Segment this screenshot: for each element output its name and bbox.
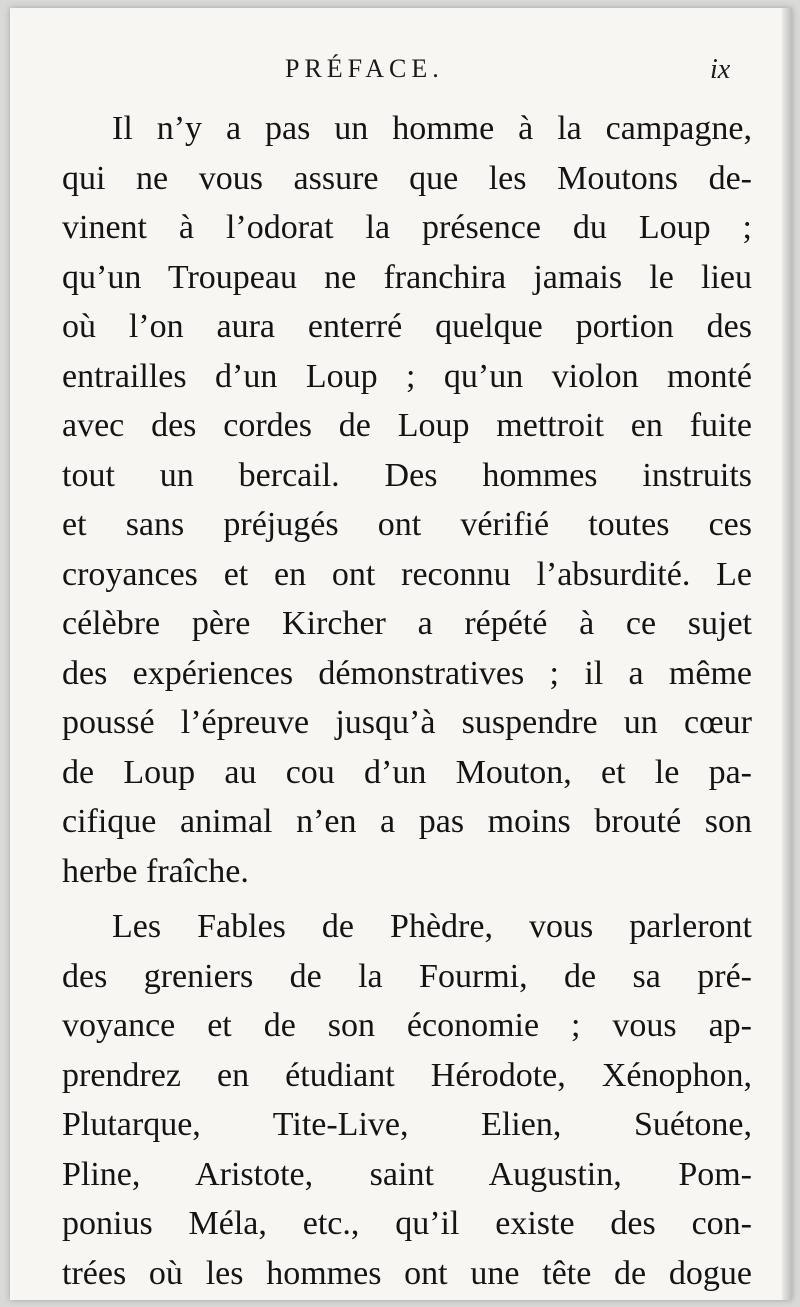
text-line: célèbre père Kircher a répété à ce sujet [62,605,752,642]
text-line: prendrez en étudiant Hérodote, Xénophon, [62,1056,752,1094]
running-title: PRÉFACE. [285,54,444,83]
text-line: voyance et de son économie ; vous ap- [62,1007,752,1044]
text-line: avec des cordes de Loup mettroit en fuite [62,407,752,444]
text-line: où l’on aura enterré quelque portion des [62,308,752,345]
paragraph [62,104,752,896]
text-line: Les Fables de Phèdre, vous parleront [112,908,752,945]
page-edge [782,8,792,1300]
text-line: croyances et en ont reconnu l’absurdité. Le [62,555,752,593]
text-line: des expériences démonstratives ; il a même [62,654,752,692]
text-line: entrailles d’un Loup ; qu’un violon monté [62,357,752,395]
text-line: Plutarque, Tite-Live, Elien, Suétone, [62,1106,752,1143]
text-line: herbe fraîche. [62,852,249,890]
text-line: cifique animal n’en a pas moins brouté son [62,803,752,840]
text-line: Pline, Aristote, saint Augustin, Pom- [62,1155,752,1193]
text-line: vinent à l’odorat la présence du Loup ; [62,209,752,246]
text-line: ponius Méla, etc., qu’il existe des con- [62,1205,752,1242]
text-line: de Loup au cou d’un Mouton, et le pa- [62,753,752,791]
text-line: trées où les hommes ont une tête de dogue [62,1254,752,1292]
text-line: qu’un Troupeau ne franchira jamais le lieu [62,258,752,296]
text-line: des greniers de la Fourmi, de sa pré- [62,957,752,995]
text-line: qui ne vous assure que les Moutons de- [62,159,752,197]
running-head [10,54,792,94]
page-number: ix [710,54,731,85]
text-line: tout un bercail. Des hommes instruits [62,456,752,494]
body-text [62,104,752,1298]
paragraph [62,902,752,1298]
text-line: et sans préjugés ont vérifié toutes ces [62,506,752,543]
text-line: poussé l’épreuve jusqu’à suspendre un cœur [62,704,752,741]
book-page [10,8,792,1300]
text-line: Il n’y a pas un homme à la campagne, [112,110,752,147]
